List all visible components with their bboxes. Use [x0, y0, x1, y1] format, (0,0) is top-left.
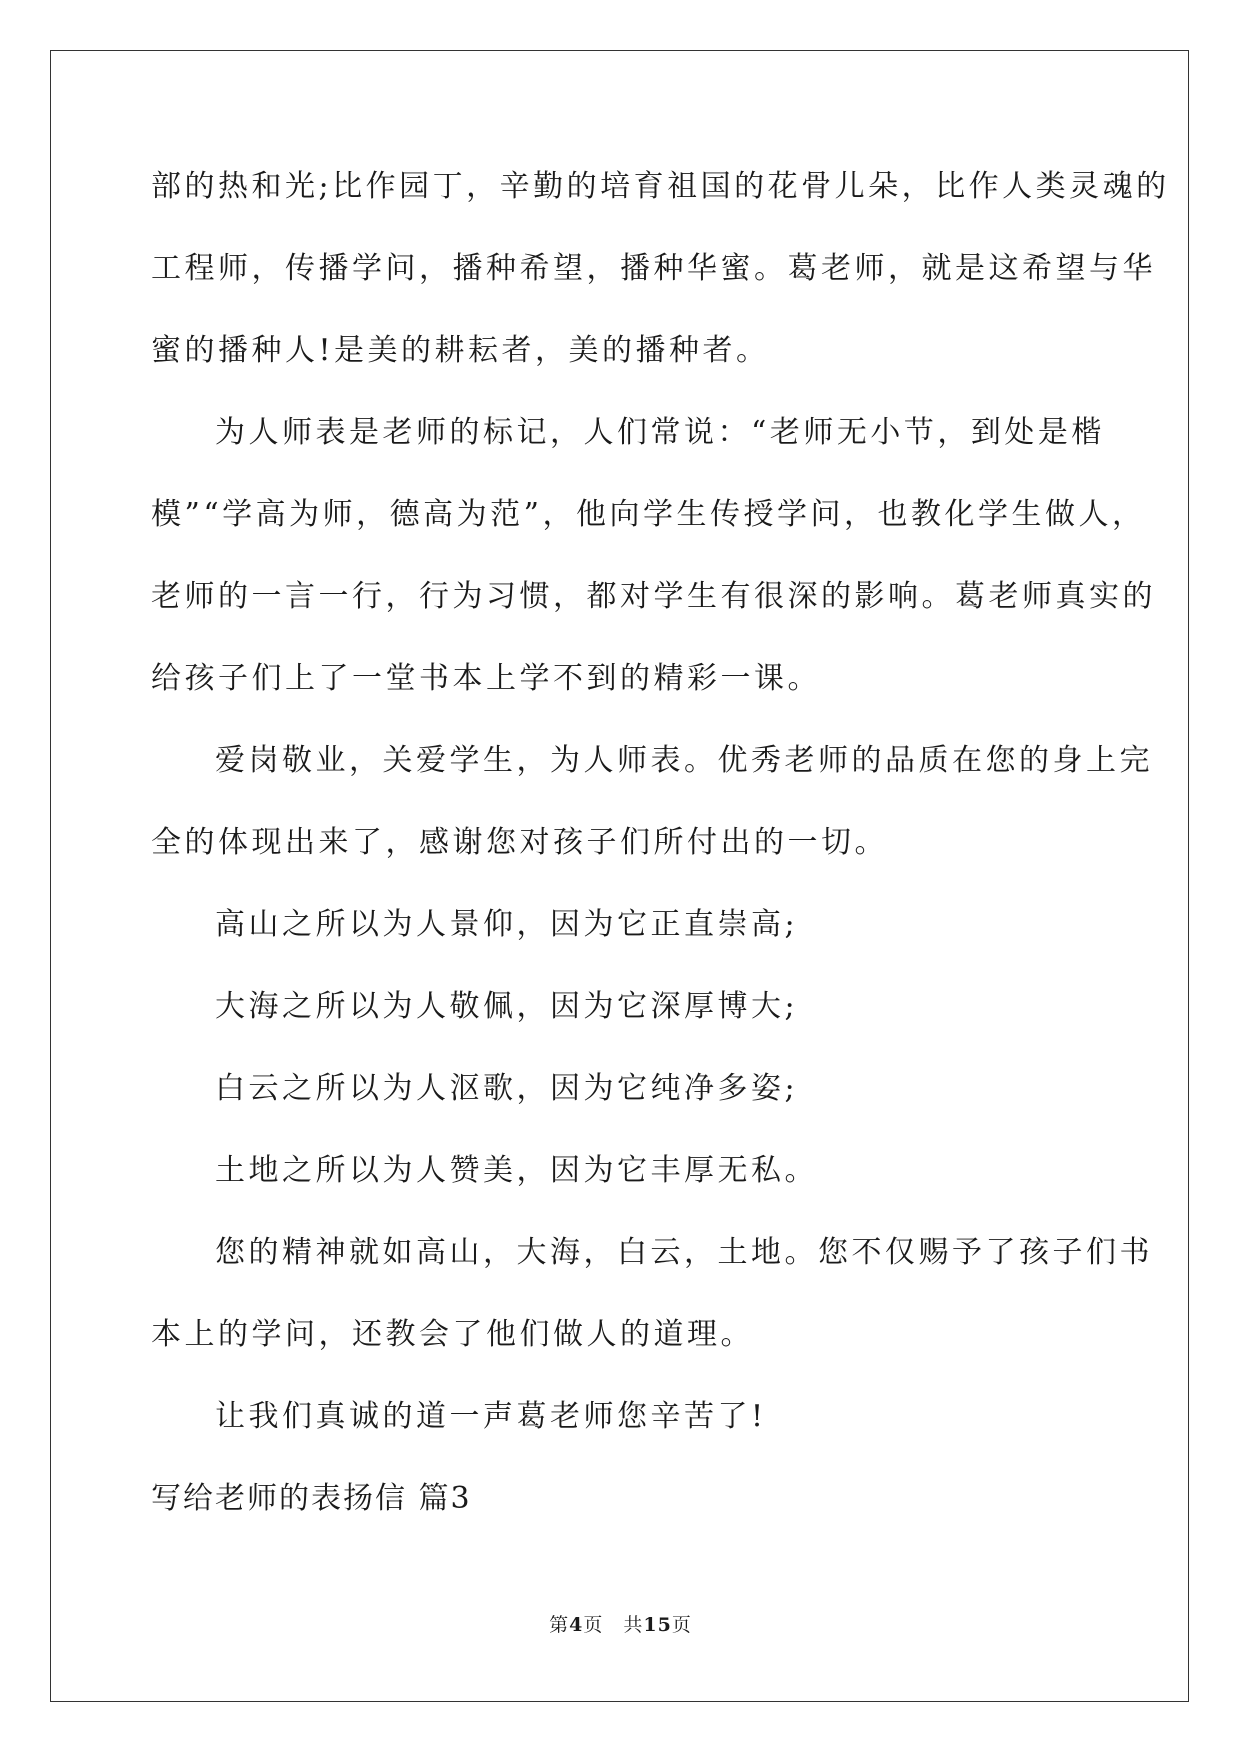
- paragraph-line: 给孩子们上了一堂书本上学不到的精彩一课。: [151, 661, 821, 696]
- paragraph-line: 土地之所以为人赞美，因为它丰厚无私。: [215, 1153, 818, 1188]
- paragraph-line: 为人师表是老师的标记，人们常说：“老师无小节，到处是楷: [215, 415, 1105, 450]
- footer-prefix: 第: [549, 1614, 570, 1636]
- total-pages-number: 15: [643, 1614, 672, 1636]
- paragraph-line: 蜜的播种人!是美的耕耘者，美的播种者。: [151, 333, 770, 368]
- paragraph-line: 工程师，传播学问，播种希望，播种华蜜。葛老师，就是这希望与华: [151, 251, 1156, 286]
- paragraph-line: 部的热和光;比作园丁，辛勤的培育祖国的花骨儿朵，比作人类灵魂的: [151, 169, 1170, 204]
- paragraph-line: 老师的一言一行，行为习惯，都对学生有很深的影响。葛老师真实的: [151, 579, 1156, 614]
- footer-total-suffix: 页: [671, 1614, 692, 1636]
- paragraph-line: 爱岗敬业，关爱学生，为人师表。优秀老师的品质在您的身上完: [215, 743, 1153, 778]
- paragraph-line: 大海之所以为人敬佩，因为它深厚博大;: [215, 989, 799, 1024]
- paragraph-line: 高山之所以为人景仰，因为它正直崇高;: [215, 907, 799, 942]
- paragraph-line: 模”“学高为师，德高为范”，他向学生传授学问，也教化学生做人，: [151, 497, 1146, 532]
- current-page-number: 4: [569, 1614, 584, 1636]
- paragraph-line: 全的体现出来了，感谢您对孩子们所付出的一切。: [151, 825, 888, 860]
- paragraph-line: 白云之所以为人沤歌，因为它纯净多姿;: [215, 1071, 799, 1106]
- paragraph-line: 您的精神就如高山，大海，白云，土地。您不仅赐予了孩子们书: [215, 1235, 1153, 1270]
- footer-total-prefix: 共: [623, 1614, 644, 1636]
- page-footer: [0, 1610, 1241, 1637]
- paragraph-line: 让我们真诚的道一声葛老师您辛苦了!: [215, 1399, 767, 1434]
- section-heading: 写给老师的表扬信 篇3: [151, 1481, 472, 1516]
- paragraph-line: 本上的学问，还教会了他们做人的道理。: [151, 1317, 754, 1352]
- document-body: [151, 146, 1170, 1540]
- footer-page-suffix: 页: [583, 1614, 604, 1636]
